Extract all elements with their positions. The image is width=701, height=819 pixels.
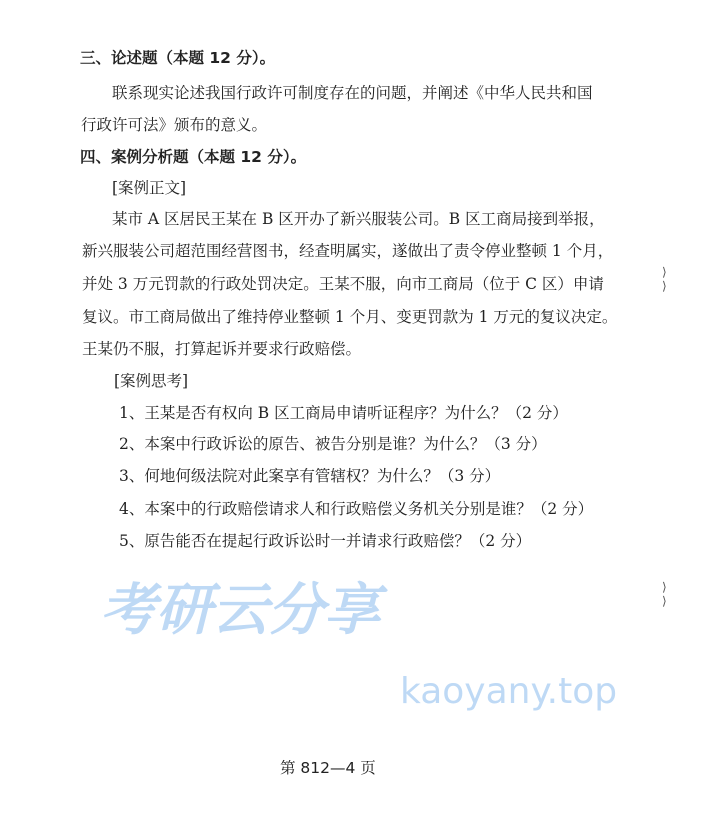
page-number: 第 812—4 页 [280,759,376,777]
case-line: 新兴服装公司超范围经营图书，经查明属实，遂做出了责令停业整顿 1 个月， [82,242,614,260]
binding-mark: ⟩ ⟩ [662,265,667,293]
section3-body-line: 行政许可法》颁布的意义。 [81,116,268,134]
case-line: 并处 3 万元罚款的行政处罚决定。王某不服，向市工商局（位于 C 区）申请 [82,275,604,293]
case-line: 王某仍不服，打算起诉并要求行政赔偿。 [82,340,362,358]
case-line: 复议。市工商局做出了维持停业整顿 1 个月、变更罚款为 1 万元的复议决定。 [82,308,618,326]
section3-heading: 三、论述题（本题 12 分）。 [80,49,276,67]
question-item: 2、本案中行政诉讼的原告、被告分别是谁？为什么？（3 分） [119,435,547,453]
questions-label: [案例思考] [114,372,189,390]
watermark-url: kaoyany.top [400,671,618,712]
question-item: 4、本案中的行政赔偿请求人和行政赔偿义务机关分别是谁？（2 分） [119,500,594,518]
question-item: 1、王某是否有权向 B 区工商局申请听证程序？为什么？（2 分） [119,404,568,422]
case-line: 某市 A 区居民王某在 B 区开办了新兴服装公司。B 区工商局接到举报， [112,210,605,228]
section4-heading: 四、案例分析题（本题 12 分）。 [80,148,307,166]
watermark-chinese: 考研云分享 [100,577,380,643]
case-text-label: [案例正文] [112,179,187,197]
binding-mark: ⟩ ⟩ [662,580,667,608]
section3-body-line: 联系现实论述我国行政许可制度存在的问题，并阐述《中华人民共和国 [112,84,593,102]
question-item: 3、何地何级法院对此案享有管辖权？为什么？（3 分） [119,467,501,485]
question-item: 5、原告能否在提起行政诉讼时一并请求行政赔偿？（2 分） [119,532,532,550]
